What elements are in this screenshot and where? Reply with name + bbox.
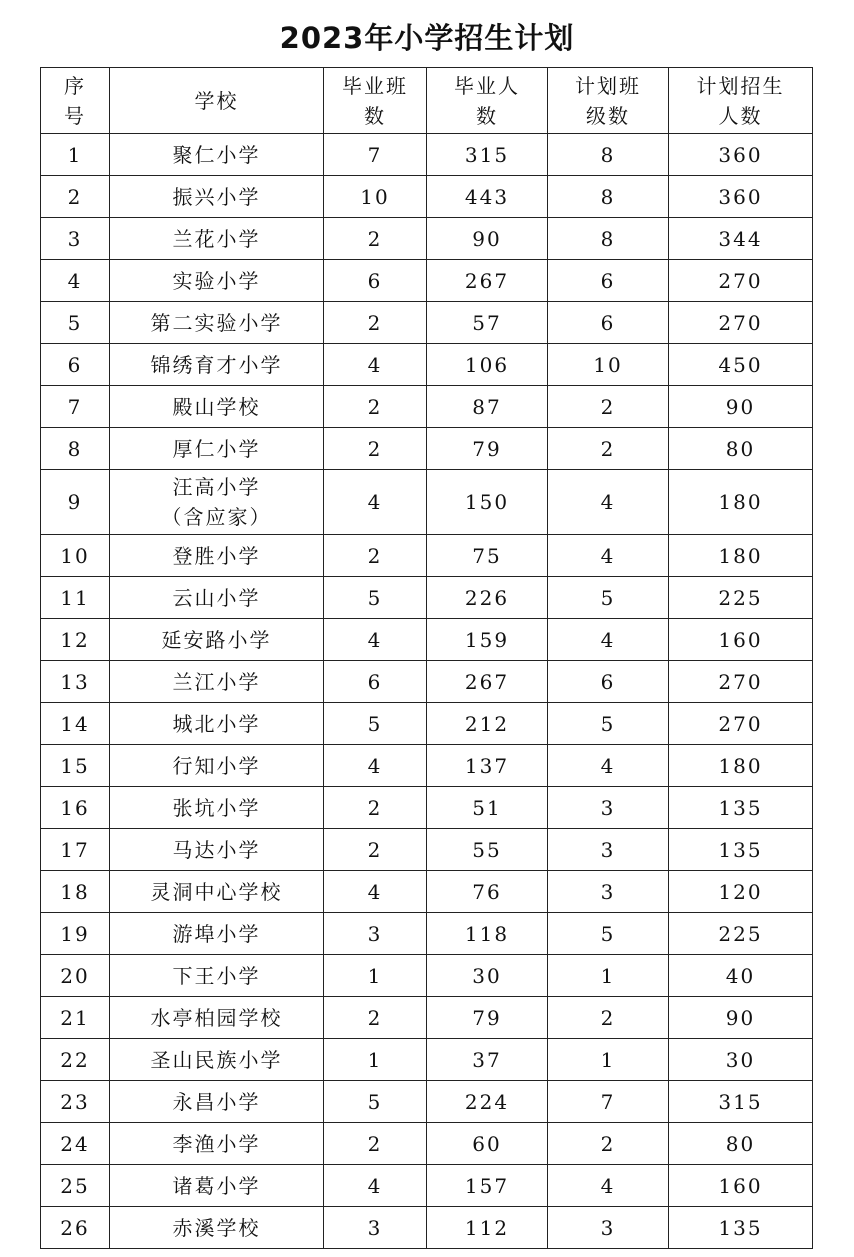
cell-no: 22 bbox=[41, 1039, 110, 1081]
cell-school: 下王小学 bbox=[110, 955, 324, 997]
cell-grad-students: 106 bbox=[427, 344, 548, 386]
cell-grad-classes: 2 bbox=[324, 829, 427, 871]
table-row bbox=[41, 344, 813, 386]
cell-grad-classes: 5 bbox=[324, 1081, 427, 1123]
table-row bbox=[41, 470, 813, 535]
table-row bbox=[41, 997, 813, 1039]
cell-grad-students: 315 bbox=[427, 134, 548, 176]
cell-grad-classes: 2 bbox=[324, 386, 427, 428]
cell-no: 25 bbox=[41, 1165, 110, 1207]
table-row bbox=[41, 1165, 813, 1207]
cell-grad-classes: 4 bbox=[324, 470, 427, 535]
table-row bbox=[41, 703, 813, 745]
cell-no: 4 bbox=[41, 260, 110, 302]
cell-plan-students: 450 bbox=[669, 344, 813, 386]
cell-plan-classes: 3 bbox=[548, 871, 669, 913]
cell-school: 振兴小学 bbox=[110, 176, 324, 218]
cell-grad-students: 75 bbox=[427, 535, 548, 577]
header-plan-students: 计划招生 人数 bbox=[669, 68, 813, 134]
cell-no: 15 bbox=[41, 745, 110, 787]
cell-grad-students: 30 bbox=[427, 955, 548, 997]
cell-plan-classes: 2 bbox=[548, 1123, 669, 1165]
cell-grad-classes: 6 bbox=[324, 661, 427, 703]
cell-school: 城北小学 bbox=[110, 703, 324, 745]
cell-grad-classes: 3 bbox=[324, 913, 427, 955]
cell-no: 13 bbox=[41, 661, 110, 703]
cell-no: 18 bbox=[41, 871, 110, 913]
cell-grad-students: 159 bbox=[427, 619, 548, 661]
cell-grad-classes: 4 bbox=[324, 745, 427, 787]
cell-school: 赤溪学校 bbox=[110, 1207, 324, 1249]
cell-school: 聚仁小学 bbox=[110, 134, 324, 176]
cell-grad-classes: 2 bbox=[324, 218, 427, 260]
table-row bbox=[41, 661, 813, 703]
cell-plan-classes: 1 bbox=[548, 955, 669, 997]
cell-no: 24 bbox=[41, 1123, 110, 1165]
table-row bbox=[41, 1123, 813, 1165]
cell-grad-classes: 1 bbox=[324, 955, 427, 997]
cell-plan-students: 180 bbox=[669, 745, 813, 787]
cell-grad-students: 150 bbox=[427, 470, 548, 535]
cell-no: 8 bbox=[41, 428, 110, 470]
page-title: 2023年小学招生计划 bbox=[279, 21, 575, 55]
cell-plan-students: 90 bbox=[669, 386, 813, 428]
header-plan-classes: 计划班 级数 bbox=[548, 68, 669, 134]
cell-grad-classes: 2 bbox=[324, 997, 427, 1039]
cell-grad-classes: 7 bbox=[324, 134, 427, 176]
cell-no: 5 bbox=[41, 302, 110, 344]
cell-plan-students: 120 bbox=[669, 871, 813, 913]
cell-grad-students: 87 bbox=[427, 386, 548, 428]
cell-school: 兰花小学 bbox=[110, 218, 324, 260]
cell-grad-classes: 5 bbox=[324, 703, 427, 745]
cell-grad-students: 443 bbox=[427, 176, 548, 218]
cell-school: 兰江小学 bbox=[110, 661, 324, 703]
cell-plan-classes: 1 bbox=[548, 1039, 669, 1081]
cell-school: 延安路小学 bbox=[110, 619, 324, 661]
cell-grad-classes: 2 bbox=[324, 428, 427, 470]
table-header-row bbox=[41, 68, 813, 134]
cell-plan-classes: 5 bbox=[548, 703, 669, 745]
header-grad-students: 毕业人 数 bbox=[427, 68, 548, 134]
cell-plan-students: 90 bbox=[669, 997, 813, 1039]
cell-plan-students: 344 bbox=[669, 218, 813, 260]
cell-plan-classes: 7 bbox=[548, 1081, 669, 1123]
cell-grad-classes: 3 bbox=[324, 1207, 427, 1249]
cell-no: 14 bbox=[41, 703, 110, 745]
header-school: 学校 bbox=[110, 68, 324, 134]
cell-no: 20 bbox=[41, 955, 110, 997]
cell-plan-classes: 4 bbox=[548, 745, 669, 787]
cell-plan-classes: 2 bbox=[548, 428, 669, 470]
cell-plan-classes: 5 bbox=[548, 577, 669, 619]
cell-grad-students: 212 bbox=[427, 703, 548, 745]
cell-no: 1 bbox=[41, 134, 110, 176]
cell-school: 第二实验小学 bbox=[110, 302, 324, 344]
cell-school: 厚仁小学 bbox=[110, 428, 324, 470]
table-row bbox=[41, 913, 813, 955]
cell-plan-students: 225 bbox=[669, 913, 813, 955]
cell-plan-students: 30 bbox=[669, 1039, 813, 1081]
table-row bbox=[41, 871, 813, 913]
table-row bbox=[41, 955, 813, 997]
cell-school: 云山小学 bbox=[110, 577, 324, 619]
cell-plan-classes: 3 bbox=[548, 829, 669, 871]
cell-plan-students: 180 bbox=[669, 470, 813, 535]
cell-school: 永昌小学 bbox=[110, 1081, 324, 1123]
table-row bbox=[41, 535, 813, 577]
cell-grad-students: 79 bbox=[427, 428, 548, 470]
cell-grad-classes: 1 bbox=[324, 1039, 427, 1081]
cell-no: 11 bbox=[41, 577, 110, 619]
cell-no: 16 bbox=[41, 787, 110, 829]
cell-school: 圣山民族小学 bbox=[110, 1039, 324, 1081]
enrollment-table bbox=[40, 67, 813, 1249]
cell-grad-students: 37 bbox=[427, 1039, 548, 1081]
cell-grad-students: 224 bbox=[427, 1081, 548, 1123]
cell-plan-classes: 2 bbox=[548, 386, 669, 428]
cell-plan-students: 80 bbox=[669, 428, 813, 470]
table-row bbox=[41, 386, 813, 428]
cell-plan-classes: 8 bbox=[548, 134, 669, 176]
cell-no: 9 bbox=[41, 470, 110, 535]
cell-grad-students: 157 bbox=[427, 1165, 548, 1207]
cell-no: 3 bbox=[41, 218, 110, 260]
cell-grad-classes: 4 bbox=[324, 344, 427, 386]
table-row bbox=[41, 176, 813, 218]
cell-plan-students: 135 bbox=[669, 829, 813, 871]
cell-plan-classes: 3 bbox=[548, 787, 669, 829]
cell-grad-classes: 4 bbox=[324, 619, 427, 661]
table-row bbox=[41, 218, 813, 260]
cell-grad-students: 118 bbox=[427, 913, 548, 955]
cell-plan-classes: 5 bbox=[548, 913, 669, 955]
cell-grad-classes: 6 bbox=[324, 260, 427, 302]
header-grad-classes: 毕业班 数 bbox=[324, 68, 427, 134]
cell-plan-students: 315 bbox=[669, 1081, 813, 1123]
cell-no: 17 bbox=[41, 829, 110, 871]
cell-school: 汪高小学 （含应家） bbox=[110, 470, 324, 535]
cell-school: 诸葛小学 bbox=[110, 1165, 324, 1207]
cell-grad-students: 267 bbox=[427, 260, 548, 302]
table-row bbox=[41, 1039, 813, 1081]
cell-grad-students: 137 bbox=[427, 745, 548, 787]
header-no: 序 号 bbox=[41, 68, 110, 134]
cell-school: 灵洞中心学校 bbox=[110, 871, 324, 913]
cell-plan-students: 225 bbox=[669, 577, 813, 619]
cell-plan-students: 160 bbox=[669, 1165, 813, 1207]
cell-plan-students: 135 bbox=[669, 787, 813, 829]
cell-grad-students: 55 bbox=[427, 829, 548, 871]
table-row bbox=[41, 829, 813, 871]
cell-grad-students: 79 bbox=[427, 997, 548, 1039]
cell-grad-students: 60 bbox=[427, 1123, 548, 1165]
cell-plan-students: 160 bbox=[669, 619, 813, 661]
cell-no: 12 bbox=[41, 619, 110, 661]
cell-grad-students: 57 bbox=[427, 302, 548, 344]
cell-grad-students: 226 bbox=[427, 577, 548, 619]
cell-plan-classes: 4 bbox=[548, 619, 669, 661]
cell-plan-students: 270 bbox=[669, 703, 813, 745]
cell-school: 行知小学 bbox=[110, 745, 324, 787]
cell-plan-classes: 8 bbox=[548, 176, 669, 218]
table-row bbox=[41, 302, 813, 344]
cell-grad-students: 51 bbox=[427, 787, 548, 829]
table-row bbox=[41, 428, 813, 470]
cell-grad-students: 76 bbox=[427, 871, 548, 913]
cell-school: 登胜小学 bbox=[110, 535, 324, 577]
cell-plan-students: 80 bbox=[669, 1123, 813, 1165]
cell-grad-classes: 5 bbox=[324, 577, 427, 619]
cell-grad-students: 112 bbox=[427, 1207, 548, 1249]
cell-plan-students: 40 bbox=[669, 955, 813, 997]
cell-plan-classes: 6 bbox=[548, 661, 669, 703]
cell-plan-students: 180 bbox=[669, 535, 813, 577]
cell-plan-students: 360 bbox=[669, 134, 813, 176]
cell-plan-students: 270 bbox=[669, 302, 813, 344]
cell-school: 马达小学 bbox=[110, 829, 324, 871]
table-row bbox=[41, 787, 813, 829]
cell-plan-classes: 3 bbox=[548, 1207, 669, 1249]
cell-grad-students: 267 bbox=[427, 661, 548, 703]
cell-plan-classes: 8 bbox=[548, 218, 669, 260]
cell-plan-students: 135 bbox=[669, 1207, 813, 1249]
table-row bbox=[41, 577, 813, 619]
cell-no: 23 bbox=[41, 1081, 110, 1123]
cell-school: 殿山学校 bbox=[110, 386, 324, 428]
table-row bbox=[41, 1207, 813, 1249]
cell-no: 19 bbox=[41, 913, 110, 955]
table-row bbox=[41, 619, 813, 661]
cell-grad-classes: 10 bbox=[324, 176, 427, 218]
table-row bbox=[41, 745, 813, 787]
table-row bbox=[41, 260, 813, 302]
cell-no: 26 bbox=[41, 1207, 110, 1249]
cell-plan-classes: 6 bbox=[548, 260, 669, 302]
cell-grad-classes: 4 bbox=[324, 871, 427, 913]
cell-plan-classes: 10 bbox=[548, 344, 669, 386]
cell-plan-classes: 4 bbox=[548, 470, 669, 535]
cell-no: 7 bbox=[41, 386, 110, 428]
cell-plan-classes: 4 bbox=[548, 535, 669, 577]
cell-school: 游埠小学 bbox=[110, 913, 324, 955]
cell-grad-classes: 2 bbox=[324, 535, 427, 577]
cell-school: 李渔小学 bbox=[110, 1123, 324, 1165]
cell-plan-students: 270 bbox=[669, 260, 813, 302]
cell-school: 张坑小学 bbox=[110, 787, 324, 829]
cell-plan-students: 270 bbox=[669, 661, 813, 703]
cell-no: 10 bbox=[41, 535, 110, 577]
cell-no: 2 bbox=[41, 176, 110, 218]
cell-no: 6 bbox=[41, 344, 110, 386]
cell-school: 锦绣育才小学 bbox=[110, 344, 324, 386]
table-row bbox=[41, 134, 813, 176]
cell-school: 水亭柏园学校 bbox=[110, 997, 324, 1039]
cell-plan-students: 360 bbox=[669, 176, 813, 218]
cell-grad-classes: 2 bbox=[324, 302, 427, 344]
cell-no: 21 bbox=[41, 997, 110, 1039]
cell-school: 实验小学 bbox=[110, 260, 324, 302]
cell-grad-classes: 4 bbox=[324, 1165, 427, 1207]
cell-grad-classes: 2 bbox=[324, 787, 427, 829]
cell-grad-students: 90 bbox=[427, 218, 548, 260]
cell-plan-classes: 2 bbox=[548, 997, 669, 1039]
cell-plan-classes: 6 bbox=[548, 302, 669, 344]
cell-plan-classes: 4 bbox=[548, 1165, 669, 1207]
cell-grad-classes: 2 bbox=[324, 1123, 427, 1165]
table-row bbox=[41, 1081, 813, 1123]
